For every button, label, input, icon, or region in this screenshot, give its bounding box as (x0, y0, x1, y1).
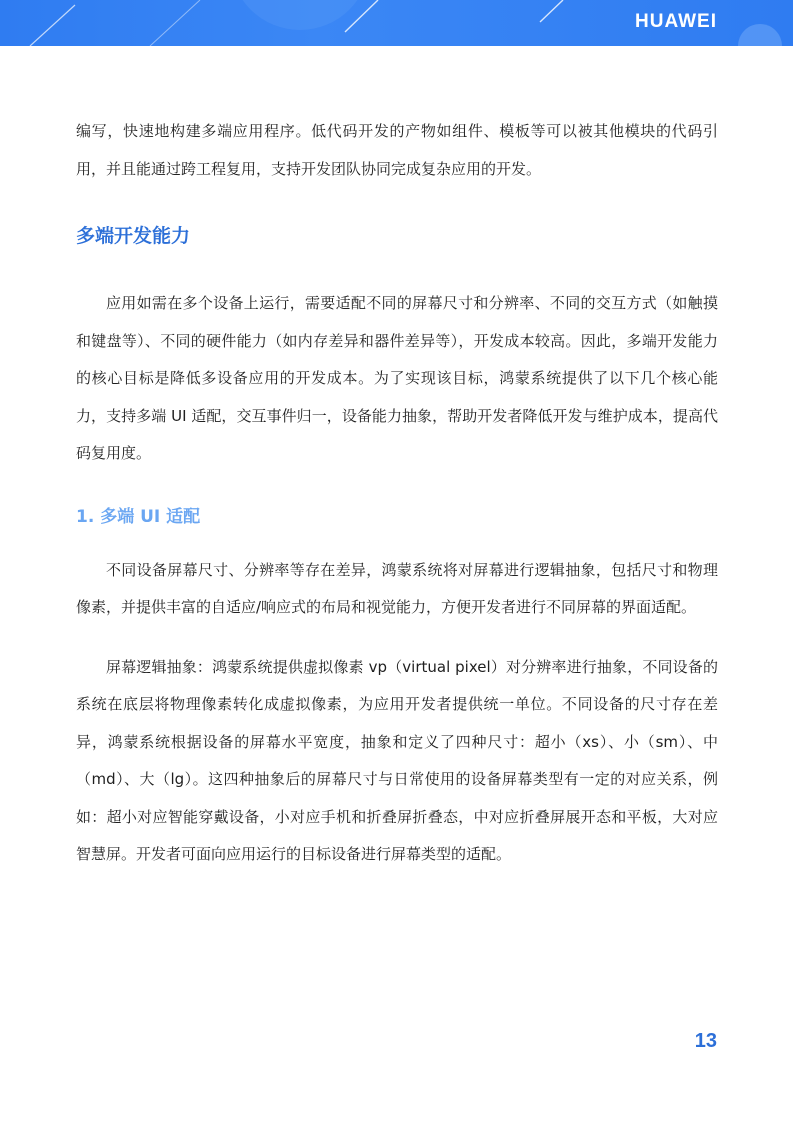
document-body (76, 113, 718, 874)
header-band (0, 0, 793, 46)
paragraph-gap (76, 627, 718, 649)
section-paragraph: 应用如需在多个设备上运行，需要适配不同的屏幕尺寸和分辨率、不同的交互方式（如触摸和键盘等）、不同的硬件能力（如内存差异和器件差异等），开发成本较高。因此，多端开发能力的核心目标是降低多设备应用的开发成本。为了实现该目标，鸿蒙系统提供了以下几个核心能力，支持多端 UI 适配，交互事件归一，设备能力抽象，帮助开发者降低开发与维护成本，提高代码复用度。 (76, 294, 718, 462)
brand-logo-text: HUAWEI (635, 11, 717, 32)
section-heading: 多端开发能力 (76, 225, 191, 247)
subsection-paragraph-2: 屏幕逻辑抽象：鸿蒙系统提供虚拟像素 vp（virtual pixel）对分辨率进行抽象，不同设备的系统在底层将物理像素转化成虚拟像素，为应用开发者提供统一单位。不同设备的尺寸存在差异，鸿蒙系统根据设备的屏幕水平宽度，抽象和定义了四种尺寸：超小（xs）、小（sm）、中（md）、大（lg）。这四种抽象后的屏幕尺寸与日常使用的设备屏幕类型有一定的对应关系，例如：超小对应智能穿戴设备，小对应手机和折叠屏折叠态，中对应折叠屏展开态和平板，大对应智慧屏。开发者可面向应用运行的目标设备进行屏幕类型的适配。 (76, 657, 718, 863)
page-number: 13 (694, 1030, 717, 1052)
subsection-heading: 1. 多端 UI 适配 (76, 506, 201, 527)
intro-paragraph: 编写，快速地构建多端应用程序。低代码开发的产物如组件、模板等可以被其他模块的代码引用，并且能通过跨工程复用，支持开发团队协同完成复杂应用的开发。 (76, 122, 718, 178)
subsection-paragraph-1: 不同设备屏幕尺寸、分辨率等存在差异，鸿蒙系统将对屏幕进行逻辑抽象，包括尺寸和物理像素，并提供丰富的自适应/响应式的布局和视觉能力，方便开发者进行不同屏幕的界面适配。 (76, 560, 718, 616)
